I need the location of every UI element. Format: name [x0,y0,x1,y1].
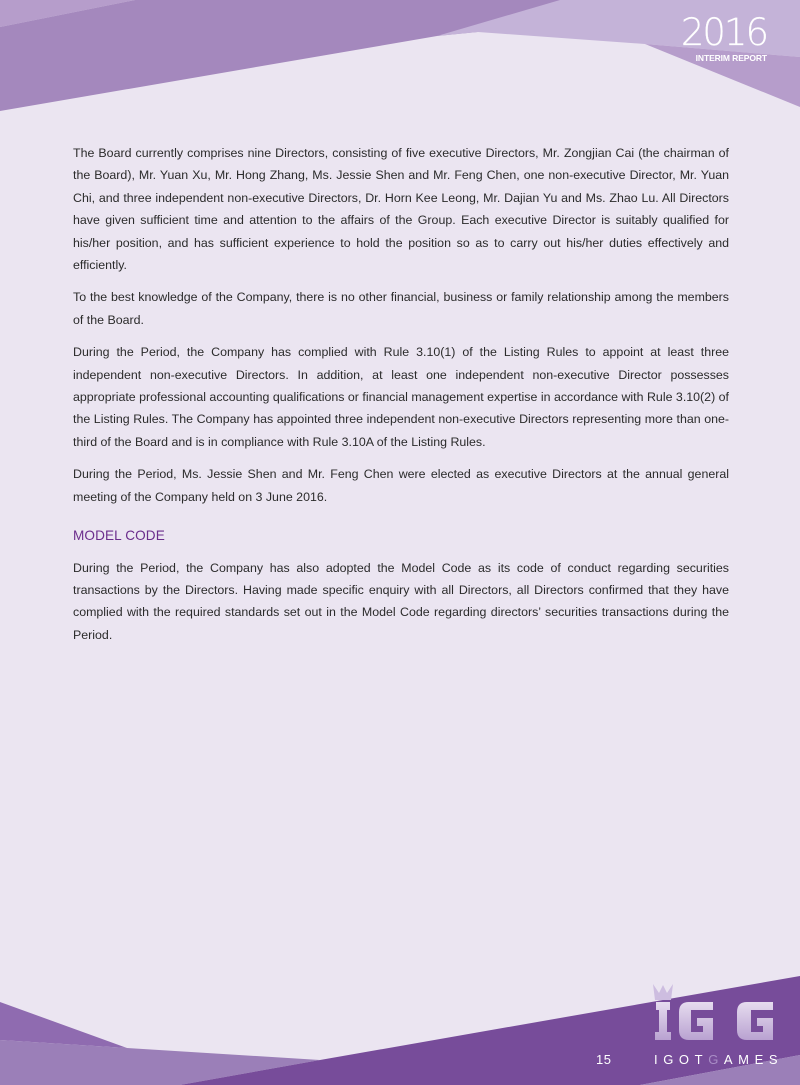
crown-igg-logo-icon [651,982,777,1048]
paragraph-model-code: During the Period, the Company has also adopted the Model Code as its code of conduct regarding securities transactions by the Directors. Having made specific enquiry with all Directors, all Directors confirmed that they have complied with the required standards set out in the Model Code regarding directors’ securities transactions during the Period. [73,560,729,642]
report-year: 2016 [680,11,767,54]
report-brand [647,11,767,63]
igg-logo [651,982,777,1053]
page-number: 15 [596,1052,612,1067]
section-heading-model-code: MODEL CODE [73,528,165,544]
footer-left-triangle [0,1002,127,1048]
tagline-letter-g: G [708,1052,724,1067]
igot-games-tagline [654,1052,783,1067]
paragraph-board-composition: The Board currently comprises nine Directors, consisting of five executive Directors, Mr. Zongjian Cai (the chairman of the Board), Mr. Yuan Xu, Mr. Hong Zhang, Ms. Jessie Shen and Mr. Feng Chen, one non-executive Director, Mr. Yuan Chi, and three independent non-executive Directors, Dr. Horn Kee Leong, Mr. Dajian Yu and Ms. Zhao Lu. All Directors have given sufficient time and attention to the affairs of the Group. Each executive Director is suitably qualified for his/her position, and has sufficient experience to hold the position so as to carry out his/her duties effectively and efficiently. [73,146,729,273]
paragraph-director-election: During the Period, Ms. Jessie Shen and Mr. Feng Chen were elected as executive Directors at the annual general meeting of the Company held on 3 June 2016. [73,467,729,504]
tagline-part-ames: AMES [723,1052,784,1067]
paragraph-listing-rules-compliance: During the Period, the Company has complied with Rule 3.10(1) of the Listing Rules to appoint at least three independent non-executive Directors. In addition, at least one independent non-executive Director possesses appropriate professional accounting qualifications or financial management expertise in accordance with Rule 3.10(2) of the Listing Rules. The Company has appointed three independent non-executive Directors representing more than one-third of the Board and is in compliance with Rule 3.10A of the Listing Rules. [73,345,729,449]
report-type-label: INTERIM REPORT [695,53,767,63]
document-body [73,142,729,656]
tagline-part-igot: IGOT [654,1052,709,1067]
paragraph-board-relationships: To the best knowledge of the Company, there is no other financial, business or family relationship among the members of the Board. [73,290,729,327]
